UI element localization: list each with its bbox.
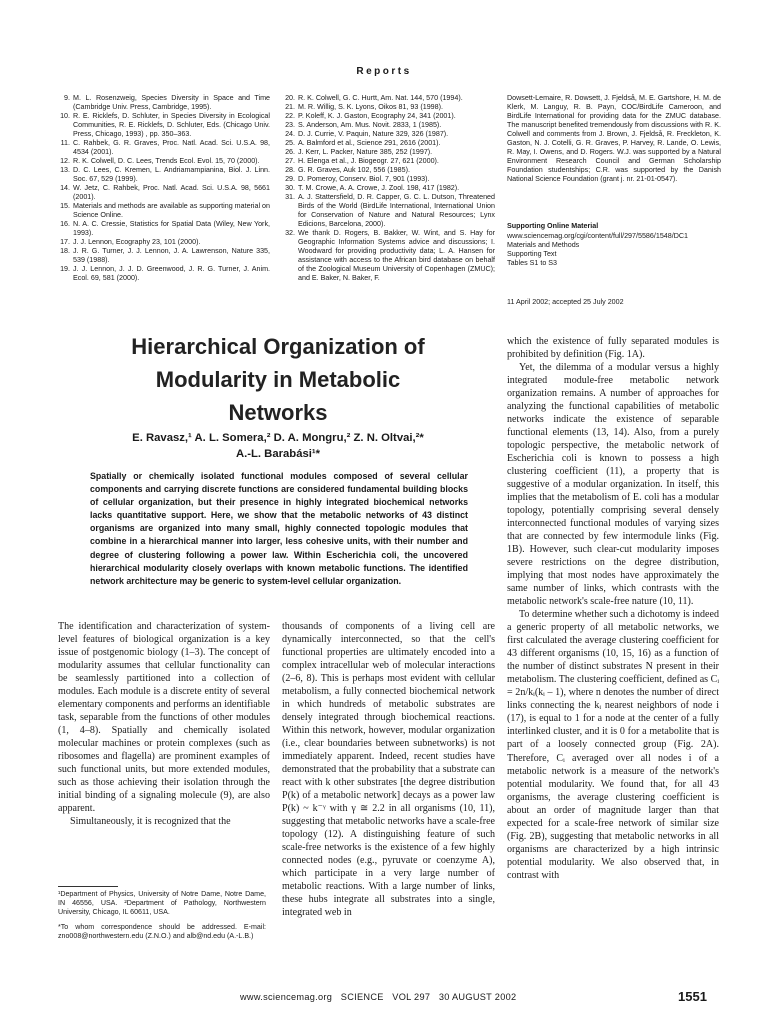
- reference-text: G. R. Graves, Auk 102, 556 (1985).: [298, 166, 410, 174]
- supporting-material-item: Tables S1 to S3: [507, 259, 558, 267]
- reference-text: R. K. Colwell, D. C. Lees, Trends Ecol. Evol. 15, 70 (2000).: [73, 157, 260, 165]
- footnote-affiliations: ¹Department of Physics, University of Notre Dame, Notre Dame, IN 46556, USA. ²Department of Pathology, Northwestern University, Chicago, IL 60611, USA.: [58, 890, 266, 916]
- reference-text: R. K. Colwell, G. C. Hurtt, Am. Nat. 144, 570 (1994).: [298, 94, 463, 102]
- reference-number: 28.: [285, 166, 295, 174]
- reference-number: 20.: [285, 94, 295, 102]
- acknowledgments: Dowsett-Lemaire, R. Dowsett, J. Fjeldså, M. E. Gartshore, H. M. de Klerk, M. Languy, R. B. Payn, COC/BirdLife Cameroon, and BirdLife International for providing data for the ZMUC database. The manuscript benefited tremendously from discussions with R. K. Colwell and comments from J. Brown, J. Fjeldså, R. Freckleton, K. Gaston, N. J. Cotelli, G. R. Graves, P. Harvey, R. Lande, O. Lewis, R. May, I. Owens, and D. Rogers. W.J. was supported by a Natural Environment Research Council and German Scholarship Foundation studentships; C.R. was supported by the Danish National Science Foundation (grant j. nr. 21-01-0547).: [507, 94, 721, 183]
- body-paragraph: thousands of components of a living cell are dynamically interconnected, so that the cell's functional properties are ultimately encoded into a complex intracellular web of molecular interactions (2–6, 8). This is perhaps most evident with cellular metabolism, a fully connected biochemical network in which hundreds of metabolic substrates are densely integrated through biochemical reactions. Within this network, however, modular organization (i.e., clear boundaries between subnetworks) is not immediately apparent. Indeed, recent studies have demonstrated that the probability that a substrate can react with k other substrates [the degree distribution P(k) of a metabolic network] decays as a power law P(k) ~ k⁻ᵞ with γ ≅ 2.2 in all organisms (10, 11), suggesting that metabolic networks have a scale-free topology (12). A distinguishing feature of such scale-free networks is the existence of a few highly connected nodes (e.g., pyruvate or coenzyme A), which participate in a very large number of metabolic reactions. With a large number of links, these hubs integrate all substrates into a single, integrated web in: [282, 621, 495, 919]
- body-paragraph: The identification and characterization of system-level features of biological organization is a key issue of postgenomic biology (1–3). The concept of modularity assumes that cellular functionality can be seamlessly partitioned into a collection of modules. Each module is a discrete entity of several elementary components and performs an identifiable task, separable from the functions of other modules (1, 4–8). Spatially and chemically isolated molecular machines or protein complexes (such as ribosomes and flagella) are prominent examples of such functional units, but more extended modules, such as those achieving their isolation through the initial binding of a signaling molecule (9), are also apparent.: [58, 621, 270, 815]
- reference-item: [283, 139, 495, 148]
- reference-number: 11.: [60, 139, 70, 147]
- reference-text: T. M. Crowe, A. A. Crowe, J. Zool. 198, 417 (1982).: [298, 184, 460, 192]
- reference-item: [58, 238, 270, 247]
- reference-number: 10.: [60, 112, 70, 120]
- reference-text: J. J. Lennon, Ecography 23, 101 (2000).: [73, 238, 201, 246]
- reference-number: 30.: [285, 184, 295, 192]
- supporting-material-list: [507, 232, 721, 268]
- reference-item: [283, 157, 495, 166]
- reference-text: P. Koleff, K. J. Gaston, Ecography 24, 341 (2001).: [298, 112, 456, 120]
- reference-item: [58, 247, 270, 265]
- body-paragraph: To determine whether such a dichotomy is indeed a generic property of all metabolic networks, we first calculated the average clustering coefficient for 43 different organisms (10, 15, 16) as a function of the number of distinct substrates N present in their metabolism. The clustering coefficient, defined as Cᵢ = 2n/kᵢ(kᵢ – 1), where n denotes the number of direct links connecting the kᵢ nearest neighbors of node i (17), is equal to 1 for a node at the center of a fully interlinked cluster, and it is 0 for a metabolite that is part of a loosely connected group (Fig. 2A). Therefore, Cᵢ averaged over all nodes i of a metabolic network is a measure of the network's potential modularity. We found that, for all 43 organisms, the average clustering coefficient is about an order of magnitude larger than that expected for a scale-free network of similar size (Fig. 2B), suggesting that metabolic networks in all organisms are characterized by a high intrinsic potential modularity. We also observed that, in contrast with: [507, 609, 719, 881]
- reference-text: H. Elenga et al., J. Biogeogr. 27, 621 (2000).: [298, 157, 439, 165]
- article-abstract: Spatially or chemically isolated functional modules composed of several cellular components and carrying discrete functions are considered fundamental building blocks of cellular organization, but their presence in highly integrated biochemical networks lacks quantitative support. Here, we show that the metabolic networks of 43 distinct organisms are organized into many small, highly connected topologic modules that combine in a hierarchical manner into larger, less cohesive units, with their number and degree of clustering following a power law. Within Escherichia coli, the uncovered hierarchical modularity closely overlaps with known metabolic functions. The identified network architecture may be generic to system-level cellular organization.: [90, 471, 468, 586]
- reference-number: 26.: [285, 148, 295, 156]
- reference-text: S. Anderson, Am. Mus. Novit. 2833, 1 (1985).: [298, 121, 442, 129]
- page-number: 1551: [678, 989, 707, 1004]
- supporting-material-item: Materials and Methods: [507, 241, 580, 249]
- reference-number: 14.: [60, 184, 70, 192]
- reference-item: [58, 157, 270, 166]
- reference-number: 17.: [60, 238, 70, 246]
- reference-item: [58, 220, 270, 238]
- reference-text: D. C. Lees, C. Kremen, L. Andriamampianina, Biol. J. Linn. Soc. 67, 529 (1999).: [73, 166, 270, 183]
- reference-text: J. Kerr, L. Packer, Nature 385, 252 (1997).: [298, 148, 433, 156]
- reference-item: [283, 94, 495, 103]
- reference-item: [58, 139, 270, 157]
- supporting-material-item: Supporting Text: [507, 250, 557, 258]
- article-authors: [58, 430, 498, 462]
- reference-text: W. Jetz, C. Rahbek, Proc. Natl. Acad. Sci. U.S.A. 98, 5661 (2001).: [73, 184, 270, 201]
- reference-item: [58, 265, 270, 283]
- reference-item: [283, 193, 495, 229]
- reference-item: [283, 166, 495, 175]
- reference-item: [58, 202, 270, 220]
- reference-text: R. E. Ricklefs, D. Schluter, in Species Diversity in Ecological Communities, R. E. Ricklefs, D. Schluter, Eds. (Chicago Univ. Press, Chicago, 1993) , pp. 350–363.: [73, 112, 270, 138]
- body-paragraph: Yet, the dilemma of a modular versus a highly integrated module-free metabolic network organization remains. A number of approaches for analyzing the functional capabilities of metabolic networks indicate the existence of separable functional elements (13, 14). Also, from a purely topologic perspective, the metabolic network of Escherichia coli is known to possess a high clustering coefficient (11), a property that is suggestive of a modular organization. In itself, this implies that the metabolism of E. coli has a modular topology, potentially comprising several densely interconnected functional modules of varying sizes that are connected by few intermodule links (Fig. 1B). However, such clear-cut modularity imposes severe restrictions on the degree distribution, implying that most nodes have approximately the same number of links, which contrasts with the metabolic network's scale-free nature (10, 11).: [507, 362, 719, 608]
- reference-number: 22.: [285, 112, 295, 120]
- body-column-2: [282, 620, 495, 919]
- reference-number: 9.: [64, 94, 70, 102]
- reference-number: 19.: [60, 265, 70, 273]
- reference-text: D. Pomeroy, Conserv. Biol. 7, 901 (1993).: [298, 175, 430, 183]
- reference-item: [283, 175, 495, 184]
- reference-list-left: [58, 94, 270, 283]
- reference-item: [58, 94, 270, 112]
- reference-number: 12.: [60, 157, 70, 165]
- reference-text: We thank D. Rogers, B. Bakker, W. Wint, and S. Hay for Geographic Information Systems advice and discussions; I. Woodward for providing productivity data; L. A. Hansen for assistance with access to the African bird database on behalf of the Zoological Museum University of Copenhagen (ZMUC); and E. Baker, N. Baker, F.: [298, 229, 495, 282]
- reference-item: [283, 148, 495, 157]
- reference-item: [58, 166, 270, 184]
- reference-item: [283, 112, 495, 121]
- reference-item: [283, 229, 495, 283]
- supporting-material-title: Supporting Online Material: [507, 222, 599, 230]
- reference-item: [283, 130, 495, 139]
- reference-number: 15.: [60, 202, 70, 210]
- page-footer: www.sciencemag.org SCIENCE VOL 297 30 AUGUST 2002: [240, 992, 517, 1002]
- reference-number: 25.: [285, 139, 295, 147]
- reference-text: J. J. Lennon, J. J. D. Greenwood, J. R. G. Turner, J. Anim. Ecol. 69, 581 (2000).: [73, 265, 270, 282]
- reference-number: 21.: [285, 103, 295, 111]
- reference-text: M. L. Rosenzweig, Species Diversity in Space and Time (Cambridge Univ. Press, Cambridge, 1995).: [73, 94, 270, 111]
- reference-text: M. R. Willig, S. K. Lyons, Oikos 81, 93 (1998).: [298, 103, 443, 111]
- reference-number: 27.: [285, 157, 295, 165]
- reference-text: N. A. C. Cressie, Statistics for Spatial Data (Wiley, New York, 1993).: [73, 220, 270, 237]
- reference-text: A. J. Stattersfield, D. R. Capper, G. C. L. Dutson, Threatened Birds of the World (BirdLife International, International Union for Conservation of Nature and Natural Resources; Lynx Edicions, Barcelona, 2000).: [298, 193, 495, 228]
- authors-line: E. Ravasz,¹ A. L. Somera,² D. A. Mongru,² Z. N. Oltvai,²*: [132, 432, 424, 444]
- body-paragraph: Simultaneously, it is recognized that the: [70, 816, 231, 828]
- article-title-line: Networks: [228, 400, 328, 425]
- reference-list-middle: [283, 94, 495, 283]
- reference-text: D. J. Currie, V. Paquin, Nature 329, 326 (1987).: [298, 130, 449, 138]
- reference-text: Materials and methods are available as supporting material on Science Online.: [73, 202, 270, 219]
- reference-number: 29.: [285, 175, 295, 183]
- body-column-1: [58, 620, 270, 828]
- reference-number: 16.: [60, 220, 70, 228]
- footnote-divider: [58, 886, 118, 887]
- footnote-correspondence: *To whom correspondence should be addressed. E-mail: zno008@northwestern.edu (Z.N.O.) and alb@nd.edu (A.-L.B.): [58, 923, 266, 940]
- received-dates: 11 April 2002; accepted 25 July 2002: [507, 298, 624, 306]
- authors-line: A.-L. Barabási¹*: [235, 448, 321, 460]
- reference-item: [58, 112, 270, 139]
- supporting-material-url[interactable]: www.sciencemag.org/cgi/content/full/297/5586/1548/DC1: [507, 232, 689, 240]
- reference-number: 31.: [285, 193, 295, 201]
- reference-number: 13.: [60, 166, 70, 174]
- reference-text: A. Balmford et al., Science 291, 2616 (2001).: [298, 139, 441, 147]
- reference-number: 23.: [285, 121, 295, 129]
- section-header: Reports: [356, 66, 412, 77]
- article-title-line: Hierarchical Organization of: [131, 334, 425, 359]
- reference-number: 32.: [285, 229, 295, 237]
- footnotes: [58, 890, 266, 947]
- body-paragraph: which the existence of fully separated modules is prohibited by definition (Fig. 1A).: [507, 336, 719, 361]
- article-title-line: Modularity in Metabolic: [155, 367, 401, 392]
- body-column-3: [507, 335, 719, 882]
- article-title: [58, 330, 498, 429]
- reference-item: [58, 184, 270, 202]
- reference-item: [283, 121, 495, 130]
- reference-number: 24.: [285, 130, 295, 138]
- reference-number: 18.: [60, 247, 70, 255]
- reference-text: J. R. G. Turner, J. J. Lennon, J. A. Lawrenson, Nature 335, 539 (1988).: [73, 247, 270, 264]
- reference-item: [283, 103, 495, 112]
- reference-item: [283, 184, 495, 193]
- reference-text: C. Rahbek, G. R. Graves, Proc. Natl. Acad. Sci. U.S.A. 98, 4534 (2001).: [73, 139, 270, 156]
